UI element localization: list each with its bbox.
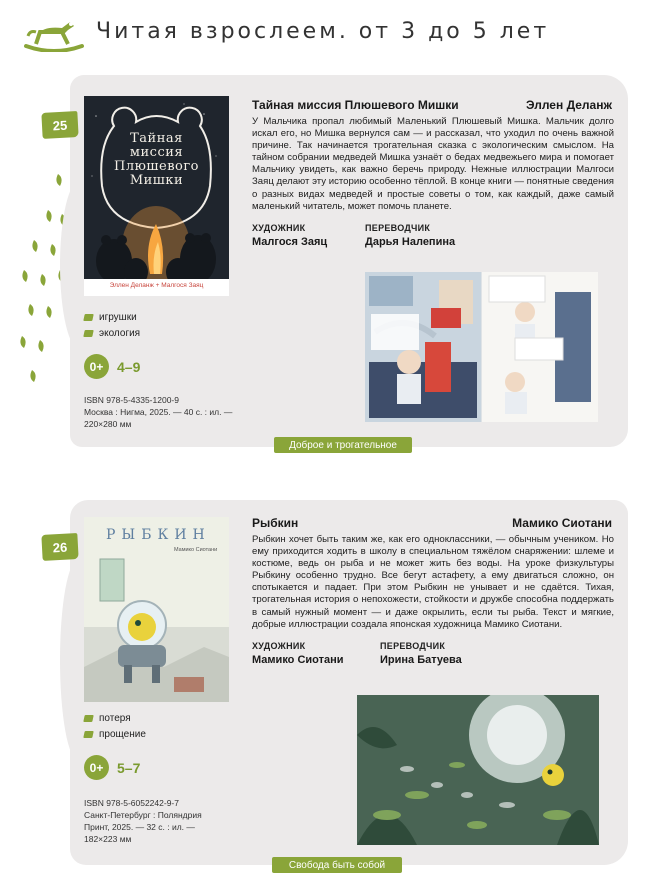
tag-item[interactable]: прощение (84, 726, 146, 742)
book-illustration[interactable] (365, 272, 598, 422)
tag-item[interactable]: потеря (84, 710, 146, 726)
book-title: Рыбкин (252, 516, 299, 530)
age-rating (84, 354, 140, 379)
spread-art (357, 695, 599, 845)
book-title-row (252, 98, 612, 112)
book-number: 25 (41, 111, 78, 139)
isbn: ISBN 978-5-4335-1200-9 (84, 395, 179, 405)
spread-art (365, 272, 598, 422)
tag-icon (83, 715, 93, 722)
theme-ribbon: Доброе и трогательное (274, 437, 412, 453)
cover-title: Тайная миссия Плюшевого Мишки (114, 131, 199, 188)
page-title: Читая взрослеем. от 3 до 5 лет (96, 19, 550, 44)
translator-name: Ирина Батуева (380, 654, 462, 666)
book-author: Эллен Деланж (525, 98, 612, 112)
page-header (22, 14, 642, 54)
book-description: Рыбкин хочет быть таким же, как его одноклассники, — обычным учеником. Но ему приходится ходить в школу в специальном тяжёлом снаряжении: шлеме и костюме, ведь он рыба и не может жить без воды. На уроке физкультуры Рыбкину особенно трудно. Все бегут астафету, а ему двигаться сложно, он спотыкается и падает. При этом Рыбкин не унывает и не сдаётся. Тихая, трогательная история о непохожести, стойкости и дружбе способна поддержать в самый нужный момент — и даже окрылить, если ты рыба. Текст и мягкие, добрые иллюстрации создала японская художница Мамико Сиотани. (252, 534, 614, 630)
tag-icon (83, 330, 93, 337)
translator-label: ПЕРЕВОДЧИК (380, 641, 446, 651)
publication-info (84, 797, 224, 845)
illustrator-name: Малгося Заяц (252, 236, 328, 248)
age-range: 5–7 (117, 759, 141, 776)
cover-art (84, 96, 229, 296)
tag-list (84, 309, 140, 341)
age-badge: 0+ (84, 354, 109, 379)
book-description: У Мальчика пропал любимый Маленький Плюшевый Мишка. Мальчик долго искал его, но Мишка вернулся сам — и рассказал, что уходил по очень важной причине. Так начинается трогательная сказка с экологическим смыслом. На тайном собрании медведей Мишка узнаёт о бедах медвежьего мира и помогает Мальчику увидеть, как важно беречь природу. Нежные иллюстрации Малгоси Заяц делают эту историю особенно тёплой. В конце книги — понятные сведения о разных видах медведей и простые советы о том, как каждый, даже самый маленький читатель, может помочь планете. (252, 116, 614, 212)
translator-name: Дарья Налепина (365, 236, 456, 248)
tag-icon (83, 314, 93, 321)
isbn: ISBN 978-5-6052242-9-7 (84, 798, 179, 808)
illustrator-name: Мамико Сиотани (252, 654, 344, 666)
cover-credits: Эллен Деланж + Малгося Заяц (109, 282, 204, 289)
publication-info (84, 394, 234, 430)
illustrator-label: ХУДОЖНИК (252, 641, 306, 651)
rocking-horse-icon (22, 16, 86, 52)
publisher-details: Москва : Нигма, 2025. — 40 с. : ил. — 220×280 мм (84, 407, 233, 429)
book-title: Тайная миссия Плюшевого Мишки (252, 98, 459, 112)
book-cover[interactable] (84, 517, 229, 702)
translator-label: ПЕРЕВОДЧИК (365, 223, 431, 233)
book-cover[interactable] (84, 96, 229, 296)
theme-ribbon: Свобода быть собой (272, 857, 402, 873)
age-rating (84, 755, 140, 780)
tag-item[interactable]: экология (84, 325, 140, 341)
cover-art (84, 517, 229, 702)
book-author: Мамико Сиотани (512, 516, 612, 530)
publisher-details: Санкт-Петербург : Поляндрия Принт, 2025. — 32 с. : ил. — 182×223 мм (84, 810, 202, 844)
cover-title: РЫБКИН (106, 527, 211, 543)
book-title-row (252, 516, 612, 530)
book-number: 26 (41, 533, 78, 561)
tag-item[interactable]: игрушки (84, 309, 140, 325)
age-badge: 0+ (84, 755, 109, 780)
age-range: 4–9 (117, 358, 141, 375)
book-illustration[interactable] (357, 695, 599, 845)
illustrator-label: ХУДОЖНИК (252, 223, 306, 233)
tag-list (84, 710, 146, 742)
tag-icon (83, 731, 93, 738)
cover-credits: Мамико Сиотани (174, 547, 218, 553)
